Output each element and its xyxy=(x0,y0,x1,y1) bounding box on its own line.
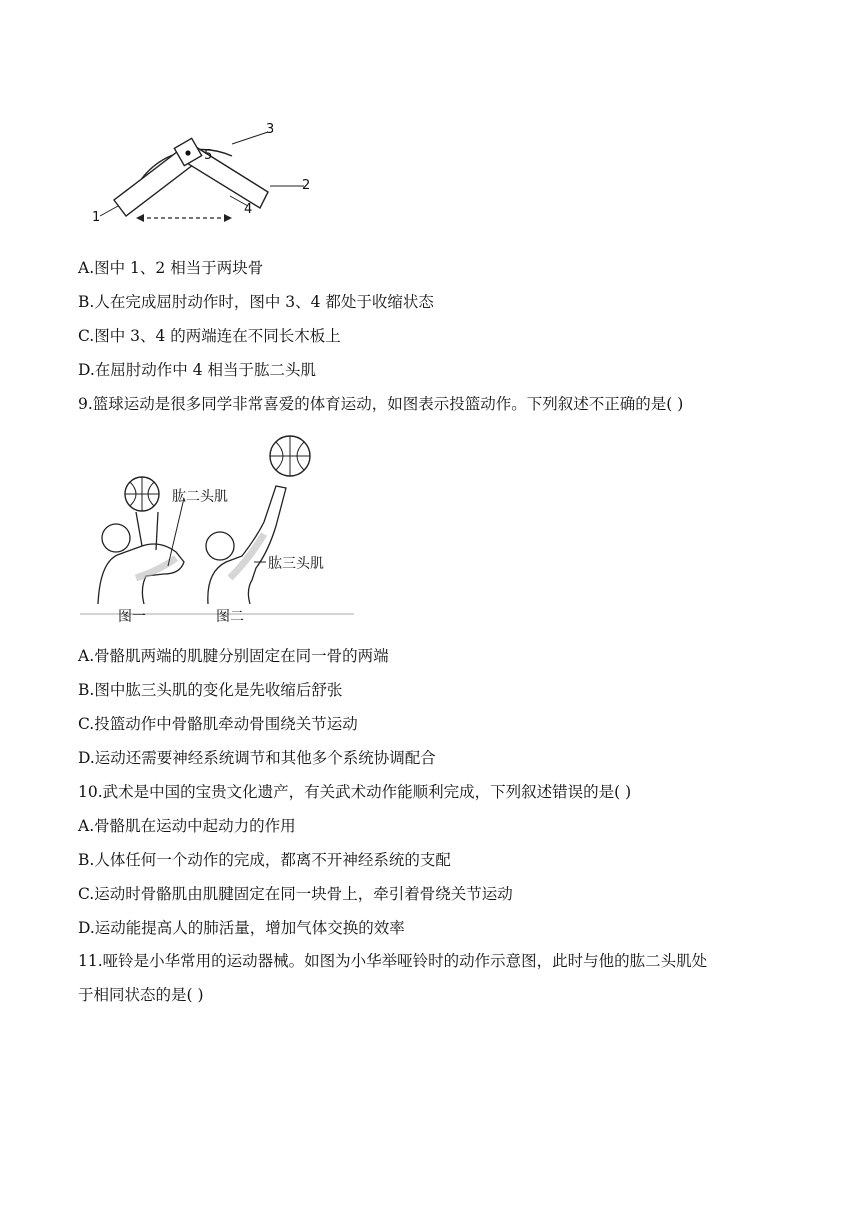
label-triceps: 肱三头肌 xyxy=(268,556,324,572)
label-5: 5 xyxy=(204,148,213,163)
caption-figure-2: 图二 xyxy=(216,609,244,625)
q9-stem: 9.篮球运动是很多同学非常喜爱的体育运动，如图表示投篮动作。下列叙述不正确的是( ) xyxy=(78,395,684,413)
q8-option-a: A.图中 1、2 相当于两块骨 xyxy=(78,259,264,277)
q10-option-c: C.运动时骨骼肌由肌腱固定在同一块骨上，牵引着骨绕关节运动 xyxy=(78,885,513,903)
q9-option-d: D.运动还需要神经系统调节和其他多个系统协调配合 xyxy=(78,749,436,767)
q8-option-c: C.图中 3、4 的两端连在不同长木板上 xyxy=(78,327,341,345)
label-3: 3 xyxy=(266,122,275,137)
q10-option-a: A.骨骼肌在运动中起动力的作用 xyxy=(78,817,296,835)
label-2: 2 xyxy=(302,178,311,193)
q11-stem-line-1: 11.哑铃是小华常用的运动器械。如图为小华举哑铃时的动作示意图，此时与他的肱二头肌处 xyxy=(78,952,708,970)
q10-stem: 10.武术是中国的宝贵文化遗产，有关武术动作能顺利完成，下列叙述错误的是( ) xyxy=(78,783,632,801)
label-biceps: 肱二头肌 xyxy=(172,489,228,505)
q9-option-b: B.图中肱三头肌的变化是先收缩后舒张 xyxy=(78,681,343,699)
q8-option-d: D.在屈肘动作中 4 相当于肱二头肌 xyxy=(78,361,317,379)
elbow-model-figure xyxy=(82,118,322,230)
label-4: 4 xyxy=(244,202,253,217)
q8-option-b: B.人在完成屈肘动作时，图中 3、4 都处于收缩状态 xyxy=(78,293,434,311)
caption-figure-1: 图一 xyxy=(118,609,146,625)
label-1: 1 xyxy=(92,210,101,225)
q9-option-a: A.骨骼肌两端的肌腱分别固定在同一骨的两端 xyxy=(78,647,389,665)
q10-option-d: D.运动能提高人的肺活量，增加气体交换的效率 xyxy=(78,919,405,937)
q10-option-b: B.人体任何一个动作的完成，都离不开神经系统的支配 xyxy=(78,851,451,869)
basketball-figure xyxy=(80,428,360,630)
q9-option-c: C.投篮动作中骨骼肌牵动骨围绕关节运动 xyxy=(78,715,358,733)
q11-stem-line-2: 于相同状态的是( ) xyxy=(78,986,204,1004)
